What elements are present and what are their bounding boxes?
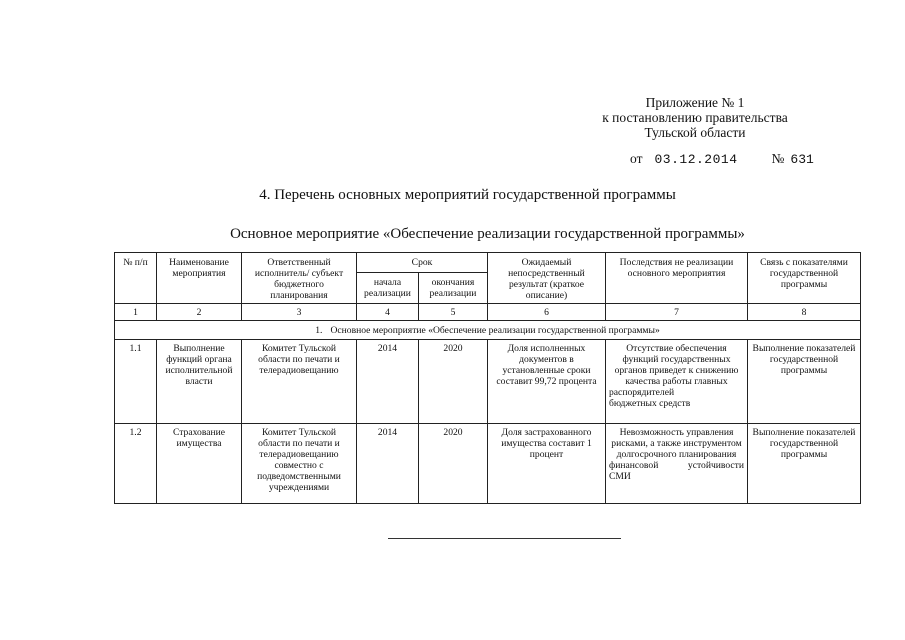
- header-result: Ожидаемый непосредственный результат (краткое описание): [488, 253, 606, 304]
- header-row: [115, 253, 861, 273]
- row-end: 2020: [419, 424, 488, 504]
- row-num: 1.2: [115, 424, 157, 504]
- row-consequences: [606, 424, 748, 504]
- appendix-heading: [545, 95, 845, 140]
- header-start: начала реализации: [357, 272, 419, 303]
- row-end: 2020: [419, 340, 488, 424]
- order-date: 03.12.2014: [654, 152, 738, 167]
- appendix-line-3: Тульской области: [644, 125, 746, 140]
- column-number-row: [115, 304, 861, 321]
- header-link: Связь с показателями государственной программы: [748, 253, 861, 304]
- activities-table: [114, 252, 861, 504]
- table-row: [115, 424, 861, 504]
- row-name: Выполнение функций органа исполнительной власти: [157, 340, 242, 424]
- group-cell: [115, 321, 861, 340]
- row-responsible: Комитет Тульской области по печати и телерадиовещанию: [242, 340, 357, 424]
- row-result: Доля застрахованного имущества составит 1 процент: [488, 424, 606, 504]
- column-number: 6: [488, 304, 606, 321]
- row-consequences-text: Отсутствие обеспечения функций государственных органов приведет к снижению качества работы главных распорядителей: [609, 343, 739, 398]
- order-number: 631: [790, 152, 814, 167]
- group-index: 1.: [315, 324, 323, 336]
- section-title: 4. Перечень основных мероприятий государственной программы: [259, 187, 676, 203]
- column-number: 8: [748, 304, 861, 321]
- subtitle: Основное мероприятие «Обеспечение реализации государственной программы»: [230, 226, 745, 242]
- header-consequences: Последствия не реализации основного мероприятия: [606, 253, 748, 304]
- order-from-label: от: [630, 151, 643, 166]
- order-number-label: №: [771, 151, 785, 166]
- row-consequences: [606, 340, 748, 424]
- row-consequences-text: Невозможность управления рисками, а также инструментом долгосрочного планирования финансовой устойчивости: [609, 427, 744, 471]
- table-row: [115, 340, 861, 424]
- header-name: Наименование мероприятия: [157, 253, 242, 304]
- row-responsible: Комитет Тульской области по печати и телерадиовещанию совместно с подведомственными учреждениями: [242, 424, 357, 504]
- appendix-line-2: к постановлению правительства: [602, 110, 788, 125]
- row-start: 2014: [357, 340, 419, 424]
- column-number: 2: [157, 304, 242, 321]
- column-number: 1: [115, 304, 157, 321]
- order-reference: [630, 151, 814, 167]
- row-name: Страхование имущества: [157, 424, 242, 504]
- closing-rule: [388, 538, 621, 539]
- row-result: Доля исполненных документов в установленные сроки составит 99,72 процента: [488, 340, 606, 424]
- group-title: Основное мероприятие «Обеспечение реализации государственной программы»: [330, 324, 660, 336]
- row-consequences-last-line: бюджетных средств: [609, 398, 691, 409]
- header-num: № п/п: [115, 253, 157, 304]
- column-number: 5: [419, 304, 488, 321]
- column-number: 3: [242, 304, 357, 321]
- header-responsible: Ответственный исполнитель/ субъект бюджетного планирования: [242, 253, 357, 304]
- row-link: Выполнение показателей государственной программы: [748, 340, 861, 424]
- header-term: Срок: [357, 253, 488, 273]
- row-start: 2014: [357, 424, 419, 504]
- appendix-line-1: Приложение № 1: [645, 95, 745, 110]
- row-consequences-last-line: СМИ: [609, 471, 631, 482]
- group-row: [115, 321, 861, 340]
- header-end: окончания реализации: [419, 272, 488, 303]
- row-link: Выполнение показателей государственной программы: [748, 424, 861, 504]
- column-number: 7: [606, 304, 748, 321]
- row-num: 1.1: [115, 340, 157, 424]
- column-number: 4: [357, 304, 419, 321]
